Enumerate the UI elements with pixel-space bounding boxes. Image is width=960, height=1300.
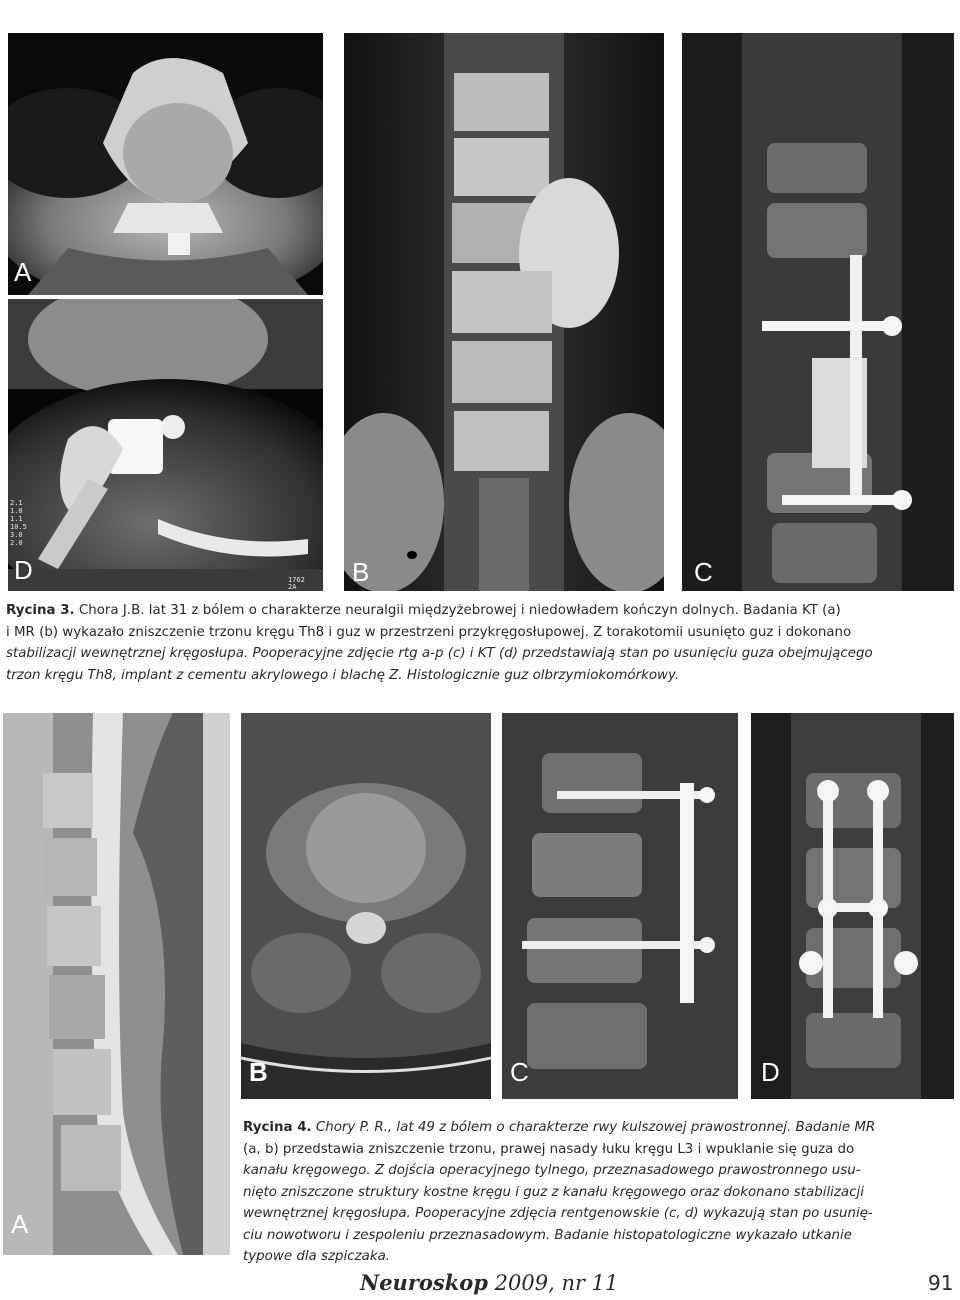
scanner-text: 1762 xyxy=(288,576,305,584)
scanner-text: 2.1 xyxy=(10,499,23,507)
figure4-caption xyxy=(243,1117,955,1268)
panel-label: D xyxy=(761,1057,780,1087)
panel-label: A xyxy=(14,257,32,287)
scanner-text: 10.5 xyxy=(10,523,27,531)
caption-line: i MR (b) wykazało zniszczenie trzonu kręgu Th8 i guz w przestrzeni przykręgosłupowej. Z torakotomii usunięto guz i dokonano xyxy=(6,624,852,640)
journal-issue: 2009, nr 11 xyxy=(487,1271,619,1295)
caption-line: stabilizacji wewnętrznej kręgosłupa. Pooperacyjne zdjęcie rtg a-p (c) i KT (d) przedstawiają stan po usunięciu guza obejmującego xyxy=(6,646,873,661)
caption-lead: Rycina 4. xyxy=(243,1120,312,1135)
panel-label: B xyxy=(249,1057,268,1087)
journal-footer xyxy=(360,1270,618,1295)
page-number: 91 xyxy=(928,1271,954,1295)
scanner-text: 2.0 xyxy=(10,539,23,547)
caption-lead: Rycina 3. xyxy=(6,603,75,618)
scanner-text: 1.0 xyxy=(10,507,23,515)
panel-label: D xyxy=(14,555,33,585)
panel-label: A xyxy=(11,1209,29,1239)
scanner-text: 2A xyxy=(288,583,297,591)
fig4-panel-c-xray-lateral xyxy=(502,713,738,1099)
caption-line: wewnętrznej kręgosłupa. Pooperacyjne zdjęcia rentgenowskie (c, d) wykazują stan po usunię- xyxy=(243,1206,873,1221)
fig3-panel-d-ct-axial-post xyxy=(8,299,323,591)
journal-name: Neuroskop xyxy=(360,1270,488,1295)
fig3-panel-c-xray-ap xyxy=(682,33,954,591)
caption-line: Chory P. R., lat 49 z bólem o charakterze rwy kulszowej prawostronnej. Badanie MR xyxy=(311,1120,876,1135)
panel-label: C xyxy=(510,1057,529,1087)
caption-line: nięto zniszczone struktury kostne kręgu i guz z kanału kręgowego oraz dokonano stabilizacji xyxy=(243,1184,864,1200)
caption-line: typowe dla szpiczaka. xyxy=(243,1249,391,1264)
fig3-panel-a-ct-axial xyxy=(8,33,323,295)
caption-line: kanału kręgowego. Z dojścia operacyjnego tylnego, przeznasadowego prawostronnego usu- xyxy=(243,1163,861,1178)
fig4-panel-d-xray-ap xyxy=(751,713,954,1099)
scanner-text: 1.1 xyxy=(10,515,23,523)
figure3-caption xyxy=(6,600,954,686)
caption-line: (a, b) przedstawia zniszczenie trzonu, prawej nasady łuku kręgu L3 i wpuklanie się guza do xyxy=(243,1141,855,1157)
panel-label: B xyxy=(352,557,370,587)
fig3-panel-b-mr-coronal xyxy=(344,33,664,591)
caption-line: trzon kręgu Th8, implant z cementu akrylowego i blachę Z. Histologicznie guz olbrzymiokomórkowy. xyxy=(6,667,680,683)
scanner-text: 3.0 xyxy=(10,531,23,539)
fig4-panel-b-mr-axial xyxy=(241,713,491,1099)
caption-line: Chora J.B. lat 31 z bólem o charakterze neuralgii międzyżebrowej i niedowładem kończyn dolnych. Badania KT (a) xyxy=(74,603,841,618)
fig4-panel-a-mr-sagittal xyxy=(3,713,230,1255)
caption-line: ciu nowotworu i zespoleniu przeznasadowym. Badanie histopatologiczne wykazało utkanie xyxy=(243,1227,853,1243)
panel-label: C xyxy=(694,557,713,587)
